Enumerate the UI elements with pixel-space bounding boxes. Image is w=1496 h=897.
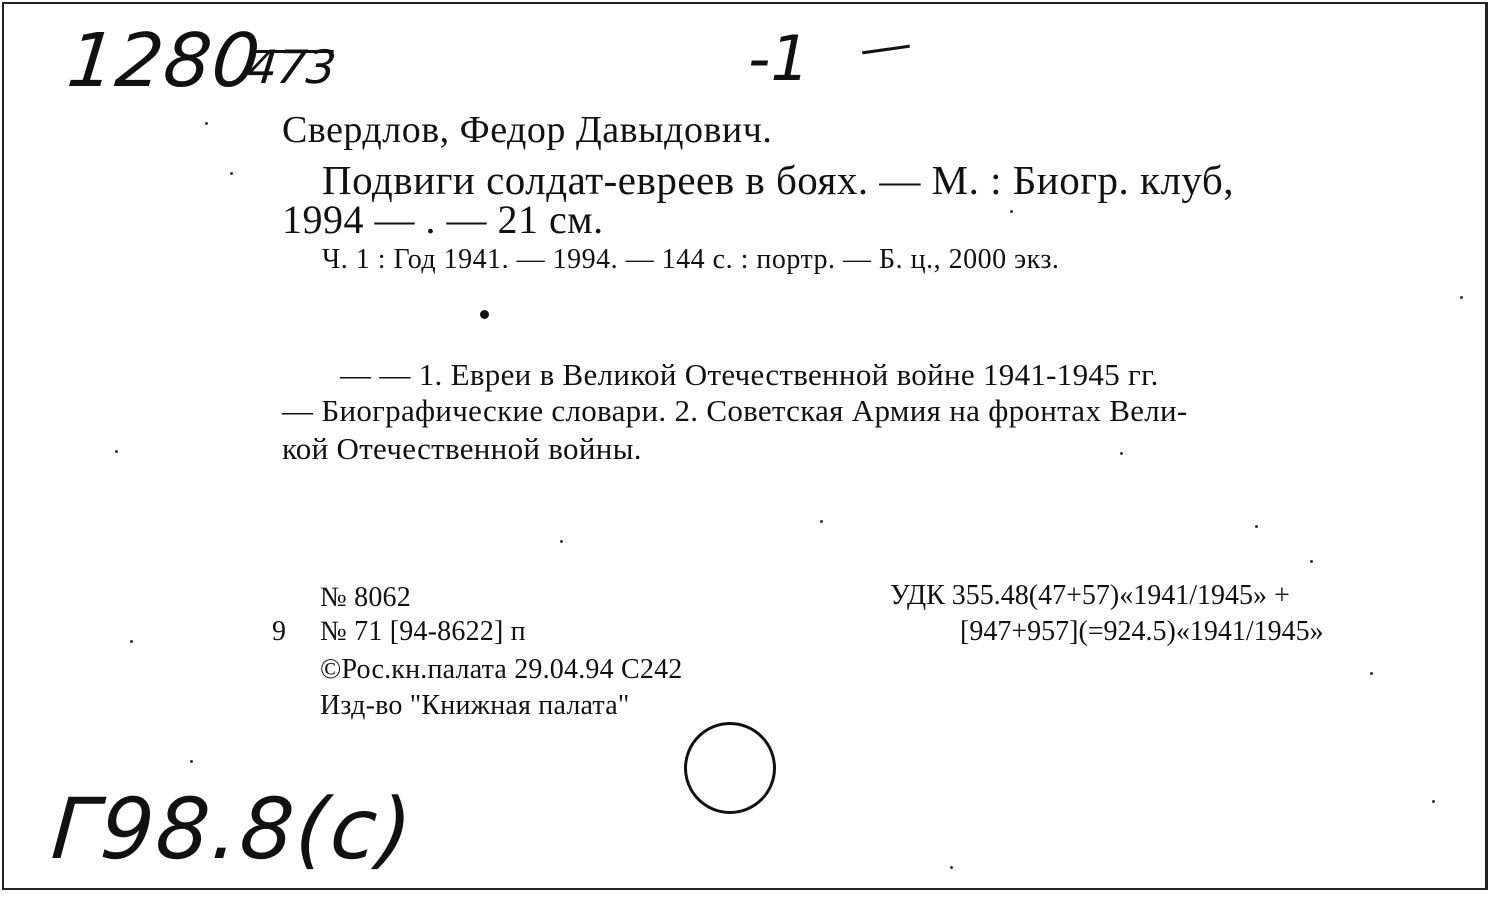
- scan-speck: [1255, 525, 1258, 528]
- imprint-prefix: 9: [272, 616, 287, 647]
- handwritten-catalog-id: 1280: [63, 18, 265, 104]
- record-part: Ч. 1 : Год 1941. — 1994. — 144 с. : портр. — Б. ц., 2000 экз.: [322, 244, 1060, 275]
- scan-speck: [1460, 296, 1463, 299]
- record-subjects-line3: кой Отечественной войны.: [282, 431, 642, 466]
- handwritten-catalog-id-sup: 473: [245, 40, 339, 94]
- record-author: Свердлов, Федор Давыдович.: [282, 109, 773, 151]
- stamp-circle: [684, 722, 776, 814]
- scan-speck: [1432, 800, 1435, 803]
- scan-speck: [560, 540, 563, 543]
- scan-speck: [820, 520, 823, 523]
- scan-speck: [230, 172, 233, 175]
- scan-speck: [1120, 452, 1123, 455]
- scan-speck: [1310, 560, 1313, 563]
- handwritten-page-mark: -1: [748, 22, 810, 95]
- udk-line1: УДК 355.48(47+57)«1941/1945» +: [890, 580, 1290, 611]
- imprint-number: № 8062: [320, 582, 411, 613]
- udk-line2: [947+957](=924.5)«1941/1945»: [960, 616, 1324, 647]
- record-title-line1: Подвиги солдат-евреев в боях. — М. : Биогр. клуб,: [322, 157, 1234, 203]
- scan-speck: [1010, 210, 1013, 213]
- record-title-line2: 1994 — . — 21 см.: [282, 197, 604, 242]
- record-subjects-line2: — Биографические словари. 2. Советская Армия на фронтах Вели-: [282, 393, 1188, 428]
- scan-speck: [1370, 672, 1373, 675]
- scan-speck: [130, 640, 133, 643]
- scan-speck: [950, 866, 953, 869]
- record-subjects-line1: — — 1. Евреи в Великой Отечественной войне 1941-1945 гг.: [340, 357, 1159, 392]
- imprint-order: № 71 [94-8622] п: [320, 616, 526, 647]
- imprint-copyright: ©Рос.кн.палата 29.04.94 С242: [320, 654, 683, 685]
- scan-speck: [190, 760, 193, 763]
- imprint-publisher: Изд-во "Книжная палата": [320, 690, 630, 721]
- bullet-mark: [480, 310, 489, 319]
- handwritten-shelf-mark: Г98.8(с): [48, 780, 417, 878]
- scan-speck: [115, 450, 118, 453]
- scan-speck: [205, 122, 208, 125]
